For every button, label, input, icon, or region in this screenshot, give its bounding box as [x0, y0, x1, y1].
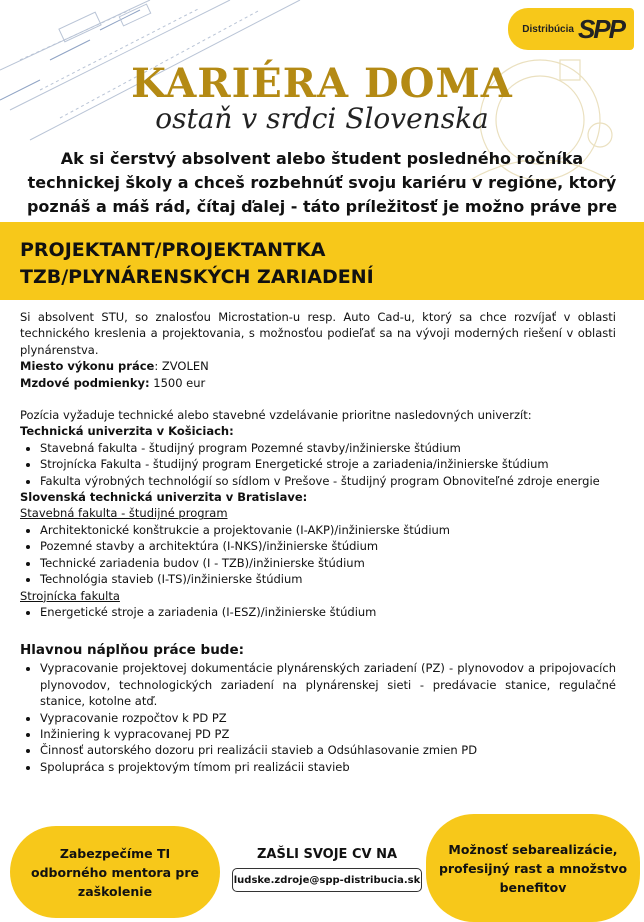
list-item: • Fakulta výrobných technológií so sídlom v Prešove - študijný program Obnoviteľné zdroje energie: [40, 473, 616, 489]
cv-email-link[interactable]: ludske.zdroje@spp-distribucia.sk: [232, 868, 422, 892]
tuke-list: [20, 440, 616, 489]
salary-line: [20, 375, 616, 391]
job-title: [20, 237, 620, 291]
hero-banner: [0, 0, 644, 220]
stu-faculty2-list: [20, 604, 616, 620]
list-item: • Inžiniering k vypracovanej PD PZ: [40, 726, 616, 742]
location-label: Miesto výkonu práce: [20, 359, 155, 374]
list-item: • Stavebná fakulta - študijný program Pozemné stavby/inžinierske štúdium: [40, 440, 616, 456]
page-subtitle: ostaň v srdci Slovenska: [155, 102, 489, 135]
stu-faculty2: Strojnícka fakulta: [20, 588, 120, 603]
footer: [0, 820, 644, 915]
logo-text: Distribúcia: [522, 23, 574, 35]
list-item: • Pozemné stavby a architektúra (I-NKS)/inžinierske štúdium: [40, 538, 616, 554]
tuke-title: Technická univerzita v Košiciach:: [20, 424, 234, 439]
duties-title: Hlavnou náplňou práce bude:: [20, 642, 245, 659]
list-item: • Spolupráca s projektovým tímom pri realizácii stavieb: [40, 759, 616, 775]
duties-list: [20, 660, 616, 775]
stu-title: Slovenská technická univerzita v Bratislave:: [20, 490, 308, 505]
location-line: [20, 358, 616, 374]
logo-mark: SPP: [577, 13, 624, 44]
education-intro: Pozícia vyžaduje technické alebo stavebné vzdelávanie prioritne nasledovných univerzít:: [20, 408, 532, 423]
list-item: • Technológia stavieb (I-TS)/inžinierske štúdium: [40, 571, 616, 587]
stu-faculty1: Stavebná fakulta - študijné program: [20, 506, 228, 521]
list-item: • Vypracovanie projektovej dokumentácie plynárenských zariadení (PZ) - plynovodov a pripojovacích plynovodov, technologických zariadení na plynárenskej sieti - predávacie stanice, regulačné stanice, kotolne atď.: [40, 660, 616, 709]
list-item: • Vypracovanie rozpočtov k PD PZ: [40, 710, 616, 726]
spp-distribucia-logo: [508, 8, 634, 50]
location-value: : ZVOLEN: [154, 359, 209, 374]
list-item: • Technické zariadenia budov (I - TZB)/inžinierske štúdium: [40, 555, 616, 571]
salary-value: 1500 eur: [149, 375, 206, 390]
list-item: • Energetické stroje a zariadenia (I-ESZ)/inžinierske štúdium: [40, 604, 616, 620]
job-title-line1: PROJEKTANT/PROJEKTANTKA: [20, 239, 326, 261]
intro-text: Ak si čerstvý absolvent alebo študent posledného ročníka technickej školy a chceš rozbehnúť svoju kariéru v regióne, ktorý poznáš a máš rád, čítaj ďalej - táto príležitosť je možno práve pre: [26, 149, 618, 216]
job-title-band: [0, 222, 644, 300]
list-item: • Činnosť autorského dozoru pri realizácii stavieb a Odsúhlasovanie zmien PD: [40, 742, 616, 758]
job-title-line2: TZB/PLYNÁRENSKÝCH ZARIADENÍ: [20, 266, 374, 288]
stu-faculty1-list: [20, 522, 616, 588]
salary-label: Mzdové podmienky:: [20, 375, 150, 390]
job-details: [20, 309, 616, 775]
list-item: • Architektonické konštrukcie a projektovanie (I-AKP)/inžinierske štúdium: [40, 522, 616, 538]
cv-title: ZAŠLI SVOJE CV NA: [256, 847, 398, 862]
list-item: • Strojnícka Fakulta - študijný program Energetické stroje a zariadenia/inžinierske štúdium: [40, 456, 616, 472]
job-description: Si absolvent STU, so znalosťou Microstation-u resp. Auto Cad-u, ktorý sa chce rozvíjať v oblasti technického kreslenia a projektovania, s možnosťou podieľať sa na vývoji moderných riešení v oblasti plynárenstva.: [20, 310, 616, 357]
mentor-bubble: Zabezpečíme TI odborného mentora pre zaškolenie: [10, 826, 220, 918]
benefits-bubble: Možnosť sebarealizácie, profesijný rast a množstvo benefitov: [426, 814, 640, 922]
page-title: KARIÉRA DOMA: [131, 60, 513, 107]
